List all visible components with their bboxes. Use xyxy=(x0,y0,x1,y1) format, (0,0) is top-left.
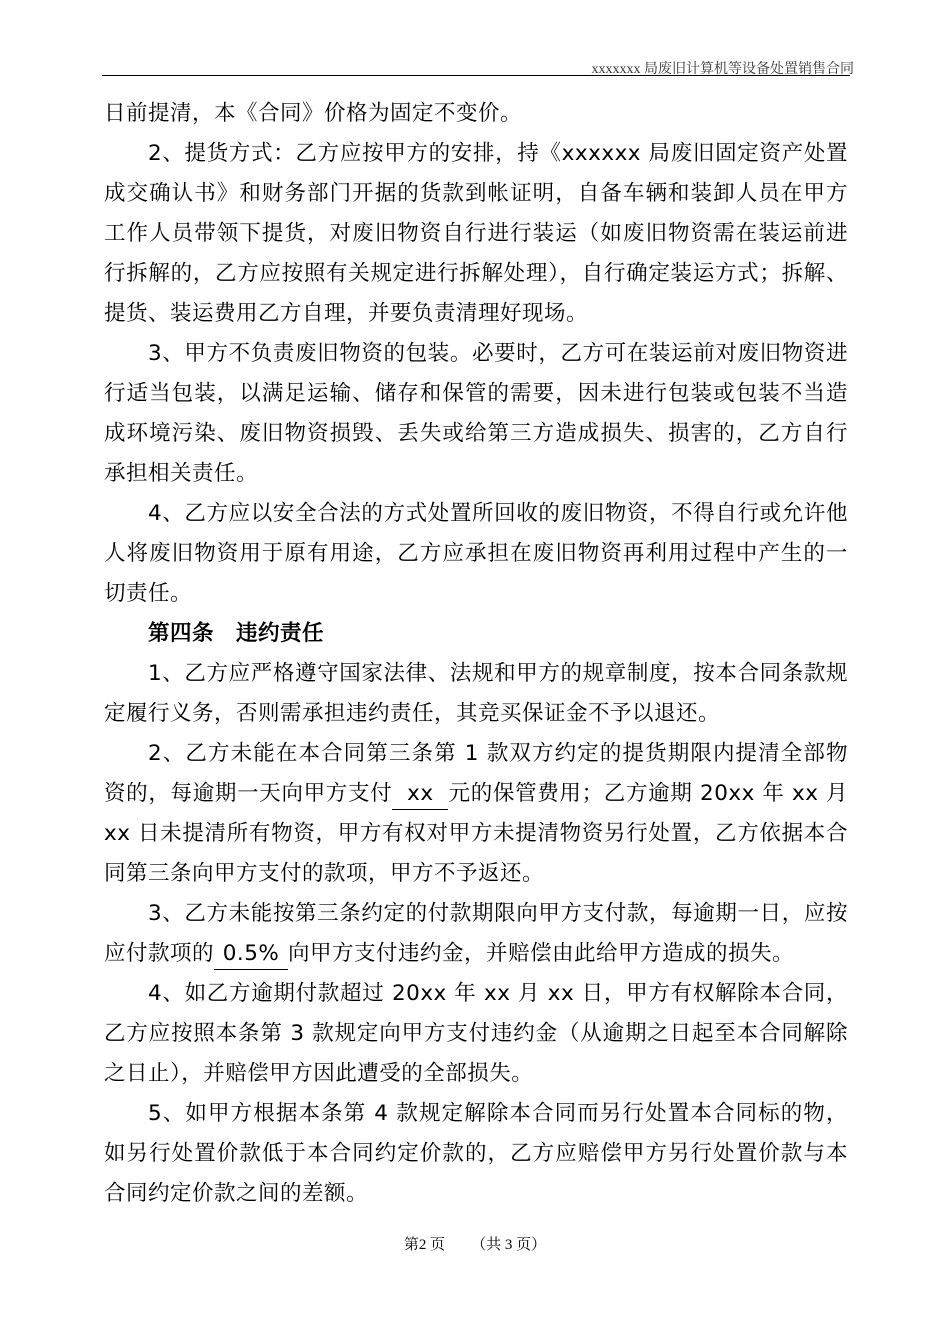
paragraph-continuation: 日前提清，本《合同》价格为固定不变价。 xyxy=(104,101,523,126)
paragraph-disposal: 4、乙方应以安全合法的方式处置所回收的废旧物资，不得自行或允许他人将废旧物资用于原有用途，乙方应承担在废旧物资再利用过程中产生的一切责任。 xyxy=(104,501,848,606)
paragraph-packaging: 3、甲方不负责废旧物资的包装。必要时，乙方可在装运前对废旧物资进行适当包装，以满足运输、储存和保管的需要，因未进行包装或包装不当造成环境污染、废旧物资损毁、丢失或给第三方造成损失、损害的，乙方自行承担相关责任。 xyxy=(104,341,848,486)
late-pickup-text-a: 2、乙方未能在本合同第三条第 1 款双方约定的提货期限内提清全部物资的，每逾期一天向甲方支付 xyxy=(104,741,848,806)
paragraph-late-pickup xyxy=(104,734,848,894)
paragraph-pickup-method: 2、提货方式：乙方应按甲方的安排，持《xxxxxx 局废旧固定资产处置成交确认书》和财务部门开据的货款到帐证明，自备车辆和装卸人员在甲方工作人员带领下提货，对废旧物资自行进行装运（如废旧物资需在装运前进行拆解的，乙方应按照有关规定进行拆解处理），自行确定装运方式；拆解、提货、装运费用乙方自理，并要负责清理好现场。 xyxy=(104,141,848,326)
paragraph-compliance: 1、乙方应严格遵守国家法律、法规和甲方的规章制度，按本合同条款规定履行义务，否则需承担违约责任，其竞买保证金不予以退还。 xyxy=(104,661,848,726)
document-body xyxy=(104,94,848,1214)
page-number: 第2 页 xyxy=(403,1237,446,1253)
page-footer xyxy=(0,1233,950,1254)
paragraph-price-difference: 5、如甲方根据本条第 4 款规定解除本合同而另行处置本合同标的物，如另行处置价款低于本合同约定价款的，乙方应赔偿甲方另行处置价款与本合同约定价款之间的差额。 xyxy=(104,1101,848,1206)
header-rule xyxy=(102,75,850,76)
storage-fee-blank: xx xyxy=(392,779,448,810)
paragraph-termination: 4、如乙方逾期付款超过 20xx 年 xx 月 xx 日，甲方有权解除本合同，乙方应按照本条第 3 款规定向甲方支付违约金（从逾期之日起至本合同解除之日止），并赔偿甲方因此遭受的全部损失。 xyxy=(104,981,848,1086)
late-payment-text-b: 向甲方支付违约金，并赔偿由此给甲方造成的损失。 xyxy=(288,941,795,966)
late-payment-text-a: 3、乙方未能按第三条约定的付款期限向甲方支付款，每逾期一日，应按应付款项的 xyxy=(104,901,848,966)
page-total: （共 3 页） xyxy=(471,1237,547,1253)
penalty-rate-blank: 0.5% xyxy=(214,939,288,970)
section-heading-article-4: 第四条 违约责任 xyxy=(148,621,325,646)
late-pickup-text-b: 元的保管费用；乙方逾期 20xx 年 xx 月 xx 日未提清所有物资，甲方有权对甲方未提清物资另行处置，乙方依据本合同第三条向甲方支付的款项，甲方不予返还。 xyxy=(104,781,848,886)
paragraph-late-payment xyxy=(104,894,848,974)
running-header: xxxxxxx 局废旧计算机等设备处置销售合同 xyxy=(591,62,854,77)
